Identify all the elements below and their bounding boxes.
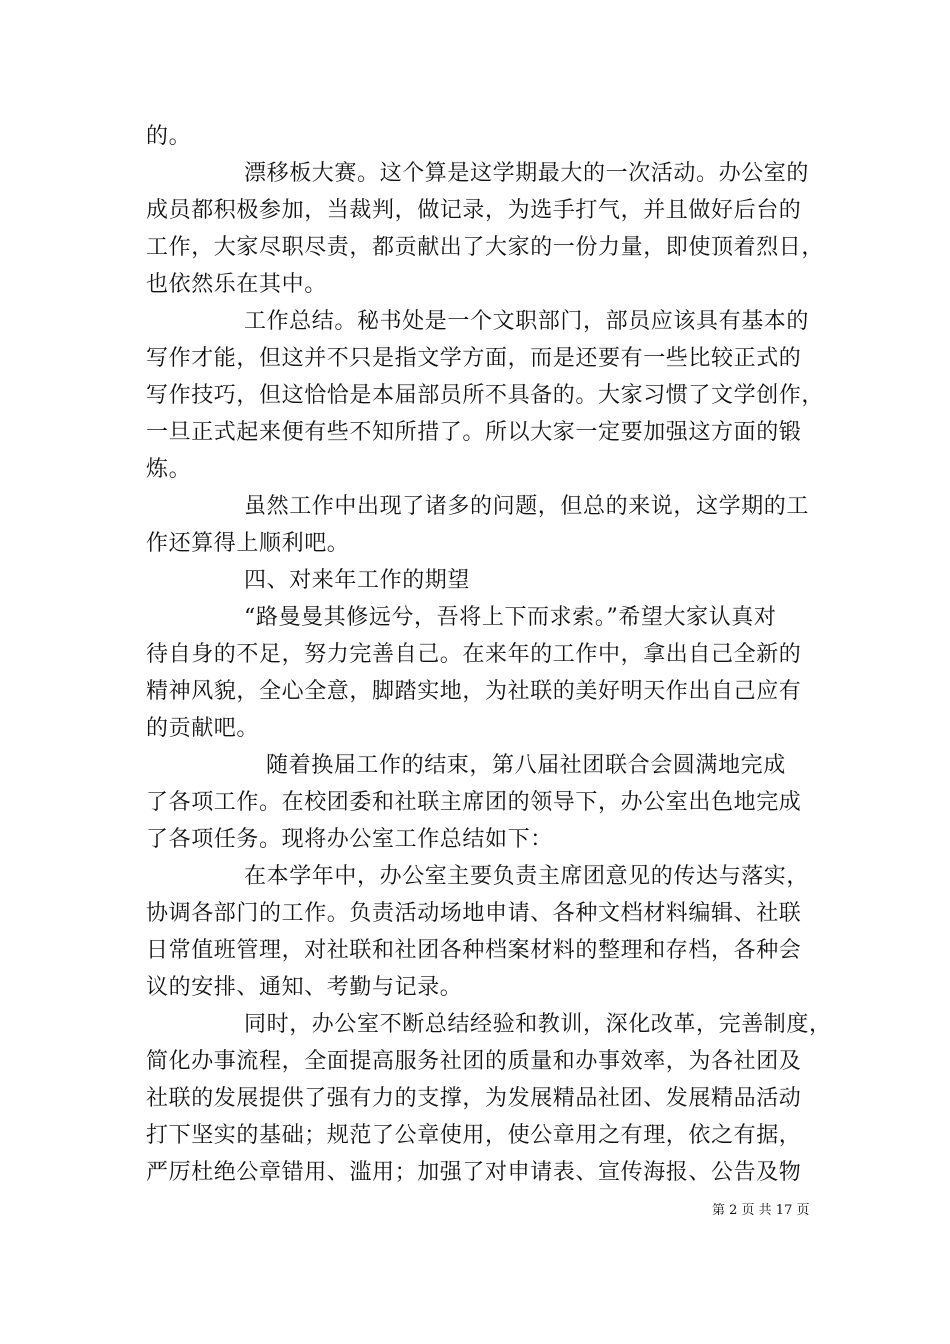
paragraph-start: 随着换届工作的结束，第八届社团联合会圆满地完成 [266,753,786,778]
text-line: 了各项工作。在校团委和社联主席团的领导下，办公室出色地完成 [146,790,802,815]
page-number-footer: 第 2 页 共 17 页 [712,1203,810,1218]
text-line: 也依然乐在其中。 [146,272,327,297]
paragraph-start: 在本学年中，办公室主要负责主席团意见的传达与落实， [244,864,810,889]
document-body [146,118,832,1191]
paragraph-start: “路曼曼其修远兮，吾将上下而求索。”希望大家认真对 [244,605,777,630]
text-line: 的贡献吧。 [146,716,260,741]
text-line: 工作，大家尽职尽责，都贡献出了大家的一份力量，即使顶着烈日， [146,235,825,260]
paragraph-start: 漂移板大赛。这个算是这学期最大的一次活动。办公室的 [244,161,810,186]
text-line: 成员都积极参加，当裁判，做记录，为选手打气，并且做好后台的 [146,198,802,223]
text-line: 待自身的不足，努力完善自己。在来年的工作中，拿出自己全新的 [146,642,802,667]
text-line: 一旦正式起来便有些不知所措了。所以大家一定要加强这方面的锻 [146,420,802,445]
text-line: 写作才能，但这并不只是指文学方面，而是还要有一些比较正式的 [146,346,802,371]
text-line: 简化办事流程，全面提高服务社团的质量和办事效率，为各社团及 [146,1049,802,1074]
text-line: 炼。 [146,457,192,482]
text-line: 日常值班管理，对社联和社团各种档案材料的整理和存档，各种会 [146,938,802,963]
paragraph-start: 虽然工作中出现了诸多的问题，但总的来说，这学期的工 [244,494,810,519]
text-line: 协调各部门的工作。负责活动场地申请、各种文档材料编辑、社联 [146,901,802,926]
section-heading: 四、对来年工作的期望 [244,568,471,593]
text-line: 打下坚实的基础；规范了公章使用，使公章用之有理，依之有据， [146,1123,802,1148]
text-line: 严厉杜绝公章错用、滥用；加强了对申请表、宣传海报、公告及物 [146,1160,802,1185]
text-line: 写作技巧，但这恰恰是本届部员所不具备的。大家习惯了文学创作， [146,383,825,408]
paragraph-start: 同时，办公室不断总结经验和教训，深化改革，完善制度， [244,1012,832,1037]
text-line: 议的安排、通知、考勤与记录。 [146,975,463,1000]
text-line: 社联的发展提供了强有力的支撑，为发展精品社团、发展精品活动 [146,1086,802,1111]
text-line: 的。 [146,124,192,149]
text-line: 作还算得上顺利吧。 [146,531,350,556]
text-line: 了各项任务。现将办公室工作总结如下： [146,827,553,852]
paragraph-start: 工作总结。秘书处是一个文职部门，部员应该具有基本的 [244,309,810,334]
text-line: 精神风貌，全心全意，脚踏实地，为社联的美好明天作出自己应有 [146,679,802,704]
